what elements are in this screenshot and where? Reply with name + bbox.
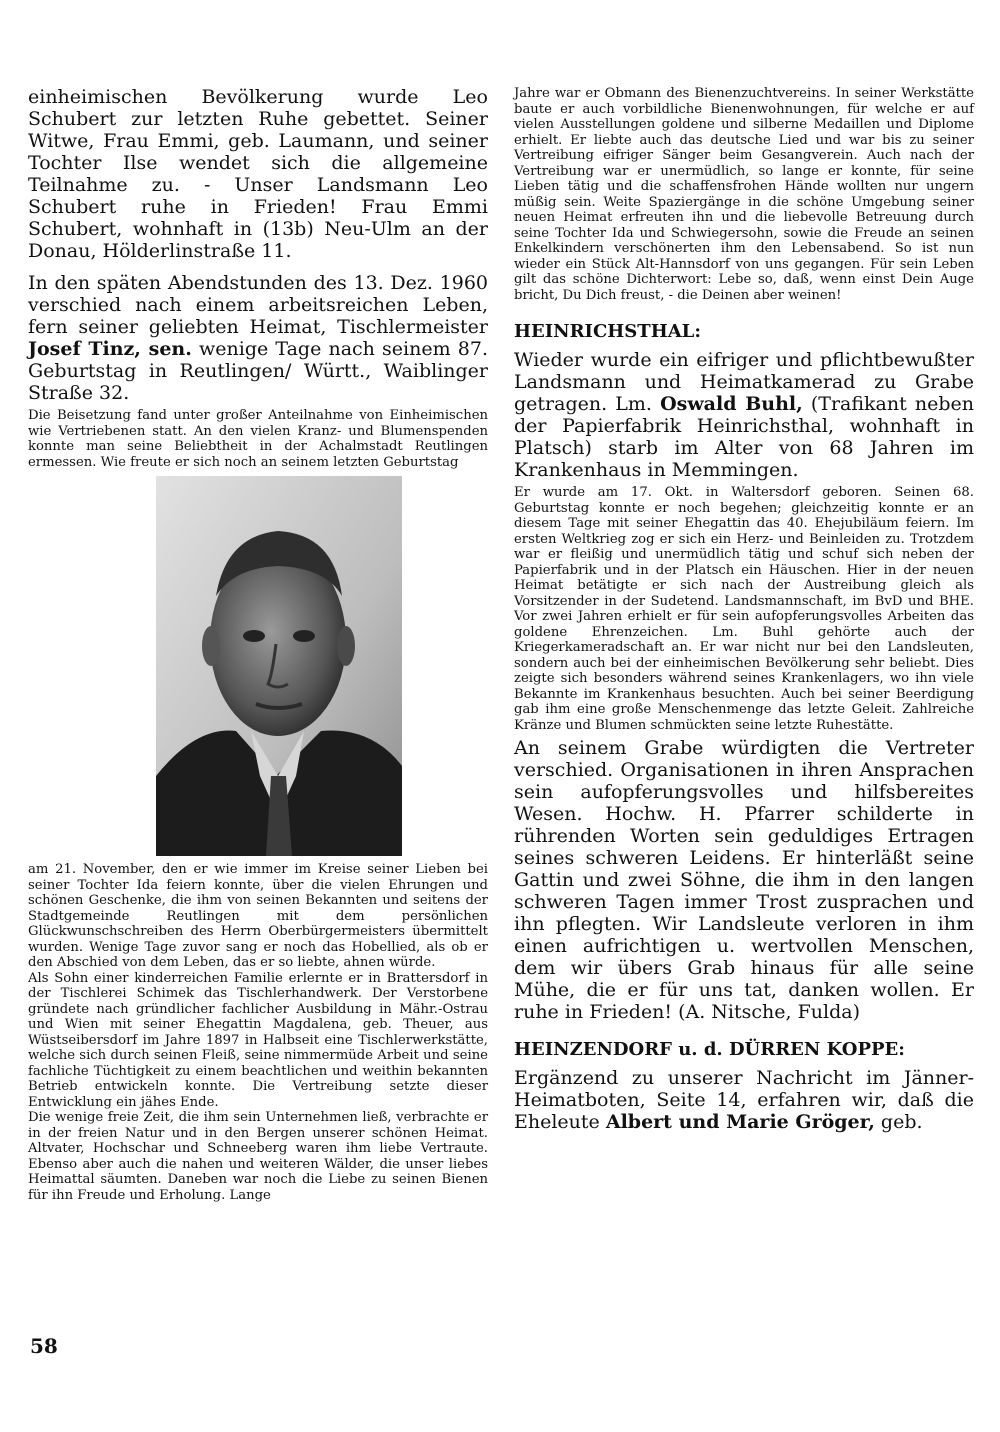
- name-albert-marie-groeger: Albert und Marie Gröger,: [605, 1111, 875, 1133]
- heading-heinzendorf: HEINZENDORF u. d. DÜRREN KOPPE:: [514, 1039, 905, 1060]
- page-number: 58: [30, 1334, 58, 1358]
- name-josef-tinz: Josef Tinz, sen.: [28, 338, 192, 360]
- heading-heinrichsthal: HEINRICHSTHAL:: [514, 321, 701, 342]
- portrait-photo: [156, 476, 402, 856]
- paragraph-buhl-funeral: An seinem Grabe würdigten die Vertreter verschied. Organisationen in ihren Ansprachen sein aufopferungsvolles und hilfsbereites Wesen. Hochw. H. Pfarrer schilderte in rührenden Worten sein geduldiges Ertragen seines schweren Leidens. Er hinterläßt seine Gattin und zwei Söhne, die ihm in den langen schweren Tagen immer Trost zusprachen und ihn pflegten. Wir Landsleute verloren in ihm einen aufrichtigen u. wertvollen Menschen, dem wir übers Grab hinaus für alle seine Mühe, die er für uns tat, danken wollen. Er ruhe in Frieden! (A. Nitsche, Fulda): [514, 737, 974, 1023]
- paragraph-birthday: am 21. November, den er wie immer im Kreise seiner Lieben bei seiner Tochter Ida feiern konnte, über die vielen Ehrungen und schönen Geschenke, die ihm von seinen Bekannten und seitens der Stadtgemeinde Reutlingen mit dem persönlichen Glückwunschschreiben des Herrn Oberbürgermeisters übermittelt wurden. Wenige Tage zuvor sang er noch das Hobellied, als ob er den Abschied von dem Leben, das er so liebte, ahnen würde.: [28, 862, 488, 970]
- paragraph-tinz-continued: Jahre war er Obmann des Bienenzuchtvereins. In seiner Werkstätte baute er auch vorbildliche Bienenwohnungen, für welche er auf vielen Ausstellungen goldene und silberne Medaillen und Diplome erhielt. Er liebte auch das deutsche Lied und war bis zu seiner Vertreibung eifriger Sänger beim Gesangverein. Auch nach der Vertreibung war er unermüdlich, so lange er konnte, für seine Lieben tätig und die schaffensfrohen Hände wollten nur ungern müßig sein. Weite Spaziergänge in die schöne Umgebung seiner neuen Heimat erfreuten ihn und die liebevolle Betreuung durch seine Tochter Ida und Schwiegersohn, sowie die Freude an seinen Enkelkindern verschönerten ihm den Lebensabend. So ist nun wieder ein Stück Alt-Hannsdorf von uns gegangen. Für sein Leben gilt das schöne Dichterwort: Lebe so, daß, wenn einst Dein Auge bricht, Du Dich freust, - die Deinen aber weinen!: [514, 86, 974, 303]
- right-column: [514, 86, 974, 1133]
- paragraph-schubert-obituary: einheimischen Bevölkerung wurde Leo Schubert zur letzten Ruhe gebettet. Seiner Witwe, Frau Emmi, geb. Laumann, und seiner Tochter Ilse wendet sich die allgemeine Teilnahme zu. - Unser Landsmann Leo Schubert ruhe in Frieden! Frau Emmi Schubert, wohnhaft in (13b) Neu-Ulm an der Donau, Hölderlinstraße 11.: [28, 86, 488, 262]
- left-column: [28, 86, 488, 1203]
- paragraph-biography: Als Sohn einer kinderreichen Familie erlernte er in Brattersdorf in der Tischlerei Schimek das Tischlerhandwerk. Der Verstorbene gründete nach gründlicher fachlicher Ausbildung in Mähr.-Ostrau und Wien mit seiner Ehegattin Magdalena, geb. Theuer, aus Wüstseibersdorf im Jahre 1897 in Halbseit eine Tischlerwerkstätte, welche sich durch seinen Fleiß, seine nimmermüde Arbeit und seine fachliche Tüchtigkeit zu einem beachtlichen und weithin bekannten Betrieb entwickeln konnte. Die Vertreibung setzte dieser Entwicklung ein jähes Ende.: [28, 970, 488, 1110]
- paragraph-buhl-death: Wieder wurde ein eifriger und pflichtbewußter Landsmann und Heimatkamerad zu Grabe getragen. Lm. Oswald Buhl, (Trafikant neben der Papierfabrik Heinrichsthal, wohnhaft in Platsch) starb im Alter von 68 Jahren im Krankenhaus in Memmingen.: [514, 349, 975, 481]
- paragraph-hobbies: Die wenige freie Zeit, die ihm sein Unternehmen ließ, verbrachte er in der freien Natur und in den Bergen unserer schönen Heimat. Altvater, Hochschar und Schneeberg waren ihm liebe Vertraute. Ebenso aber auch die nahen und weiteren Wälder, die unser liebes Heimattal säumten. Daneben war noch die Liebe zu seinen Bienen für ihn Freude und Erholung. Lange: [28, 1110, 488, 1203]
- paragraph-funeral: Die Beisetzung fand unter großer Anteilnahme von Einheimischen wie Vertriebenen statt. An den vielen Kranz- und Blumenspenden konnte man seine Beliebtheit in der Achalmstadt Reutlingen ermessen. Wie freute er sich noch an seinem letzten Geburtstag: [28, 408, 488, 470]
- paragraph-buhl-biography: Er wurde am 17. Okt. in Waltersdorf geboren. Seinen 68. Geburtstag konnte er noch begehen; gleichzeitig konnte er an diesem Tage mit seiner Ehegattin das 40. Ehejubiläum feiern. Im ersten Weltkrieg zog er sich ein Herz- und Beinleiden zu. Trotzdem war er fleißig und unermüdlich tätig und schuf sich neben der Papierfabrik und in der Platsch ein Häuschen. Hier in der neuen Heimat betätigte er sich nach der Austreibung gleich als Vorsitzender in der Sudetend. Landsmannschaft, im BvD und BHE. Vor zwei Jahren erhielt er für sein aufopferungsvolles Arbeiten das goldene Ehrenzeichen. Lm. Buhl gehörte auch der Kriegerkameradschaft an. Er war nicht nur bei den Landsleuten, sondern auch bei der einheimischen Bevölkerung sehr beliebt. Dies zeigte sich besonders während seines Krankenlagers, wo ihn viele Bekannte im Krankenhaus besuchten. Auch bei seiner Beerdigung gab ihm eine große Menschenmenge das letzte Geleit. Zahlreiche Kränze und Blumen schmückten seine letzte Ruhestätte.: [514, 485, 974, 733]
- paragraph-tinz-death: In den späten Abendstunden des 13. Dez. 1960 verschied nach einem arbeitsreichen Leben, fern seiner geliebten Heimat, Tischlermeister Josef Tinz, sen. wenige Tage nach seinem 87. Geburtstag in Reutlingen/ Württ., Waiblinger Straße 32.: [28, 272, 488, 404]
- paragraph-groeger: Ergänzend zu unserer Nachricht im Jänner-Heimatboten, Seite 14, erfahren wir, daß die Eheleute Albert und Marie Gröger, geb.: [514, 1067, 974, 1133]
- name-oswald-buhl: Oswald Buhl,: [660, 393, 803, 415]
